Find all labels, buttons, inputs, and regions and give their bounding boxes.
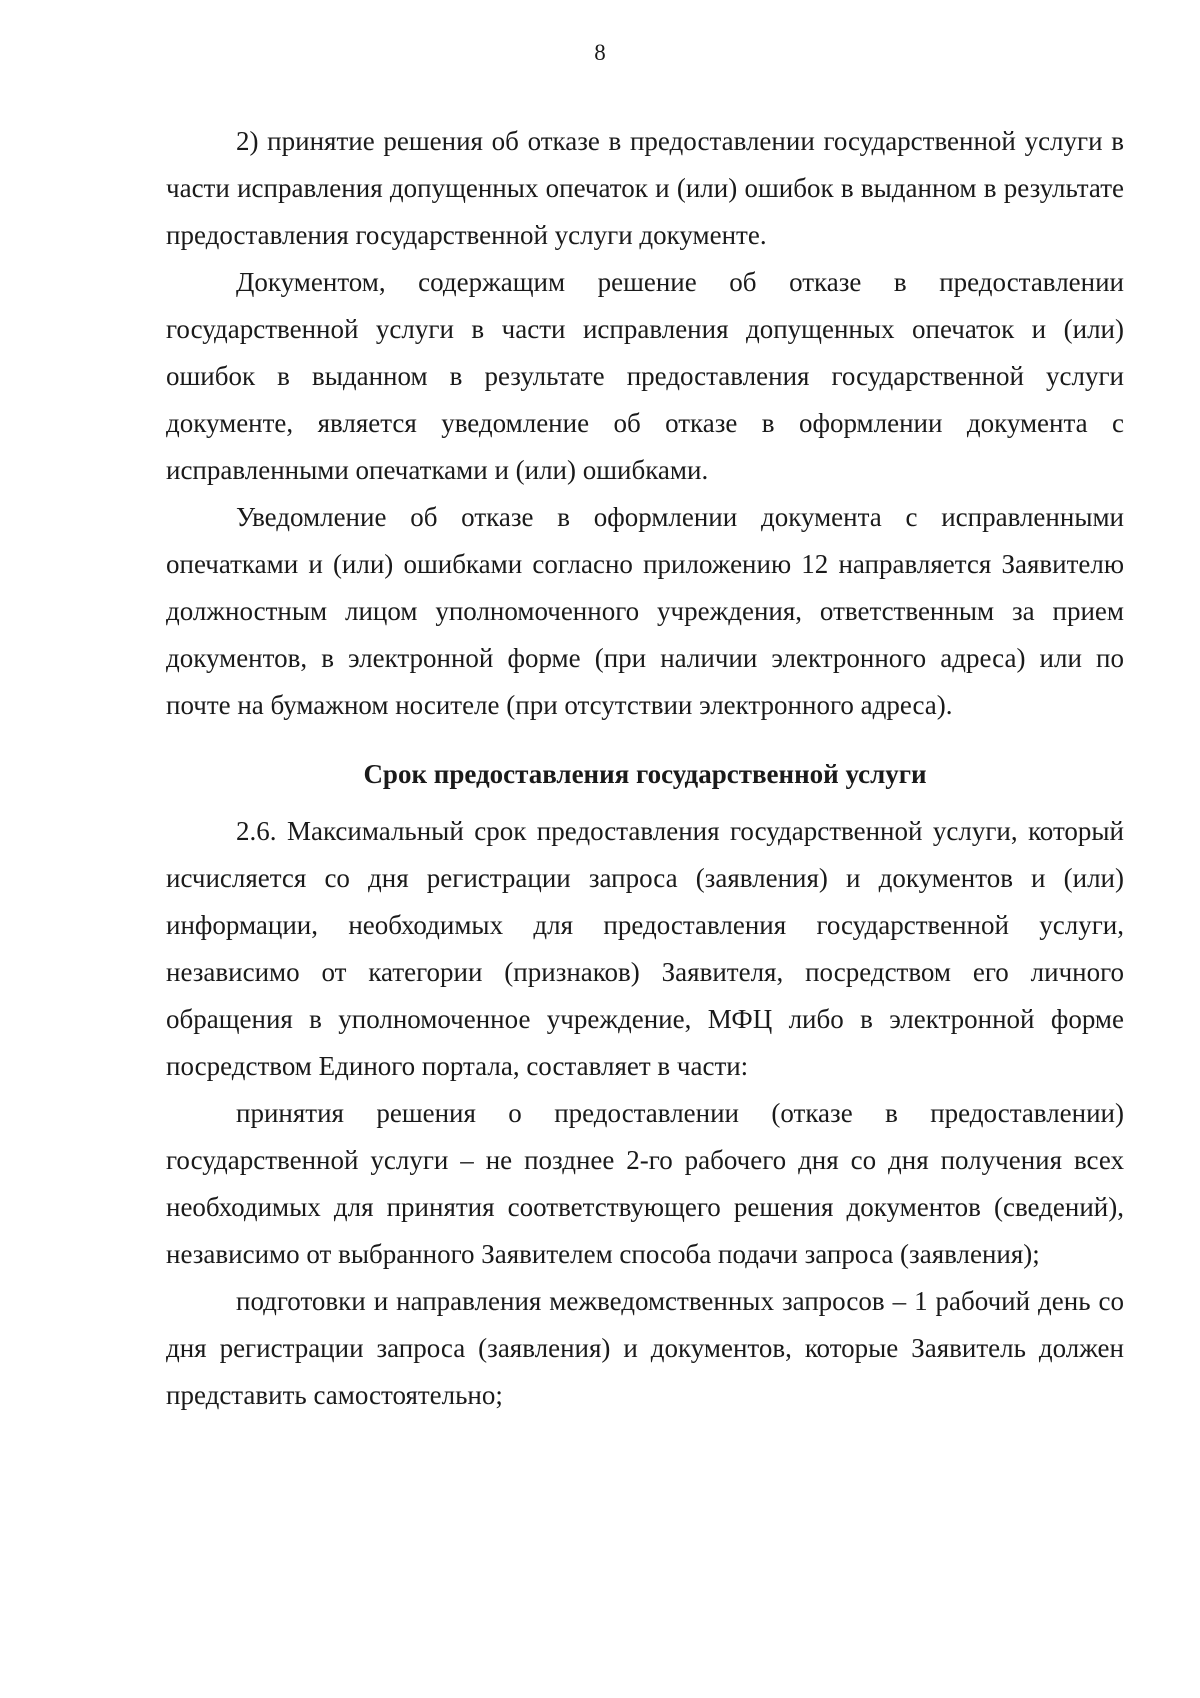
page-number: 8 — [594, 40, 606, 65]
paragraph-refusal-notification: Уведомление об отказе в оформлении документа с исправленными опечатками и (или) ошибками согласно приложению 12 направляется Заявителю должностным лицом уполномоченного учреждения, ответственным за прием документов, в электронной форме (при наличии электронного адреса) или по почте на бумажном носителе (при отсутствии электронного адреса). — [166, 502, 1124, 720]
section-heading: Срок предоставления государственной услуги — [363, 759, 927, 789]
document-body — [166, 118, 1124, 1419]
paragraph-interagency-requests: подготовки и направления межведомственных запросов – 1 рабочий день со дня регистрации запроса (заявления) и документов, которые Заявитель должен представить самостоятельно; — [166, 1286, 1124, 1410]
paragraph-refusal-decision: 2) принятие решения об отказе в предоставлении государственной услуги в части исправления допущенных опечаток и (или) ошибок в выданном в результате предоставления государственной услуги документе. — [166, 126, 1124, 250]
paragraph-max-term: 2.6. Максимальный срок предоставления государственной услуги, который исчисляется со дня регистрации запроса (заявления) и документов и (или) информации, необходимых для предоставления государственной услуги, независимо от категории (признаков) Заявителя, посредством его личного обращения в уполномоченное учреждение, МФЦ либо в электронной форме посредством Единого портала, составляет в части: — [166, 816, 1124, 1081]
paragraph-refusal-document: Документом, содержащим решение об отказе в предоставлении государственной услуги в части исправления допущенных опечаток и (или) ошибок в выданном в результате предоставления государственной услуги документе, является уведомление об отказе в оформлении документа с исправленными опечатками и (или) ошибками. — [166, 267, 1124, 485]
paragraph-decision-term: принятия решения о предоставлении (отказе в предоставлении) государственной услуги – не позднее 2-го рабочего дня со дня получения всех необходимых для принятия соответствующего решения документов (сведений), независимо от выбранного Заявителем способа подачи запроса (заявления); — [166, 1098, 1124, 1269]
